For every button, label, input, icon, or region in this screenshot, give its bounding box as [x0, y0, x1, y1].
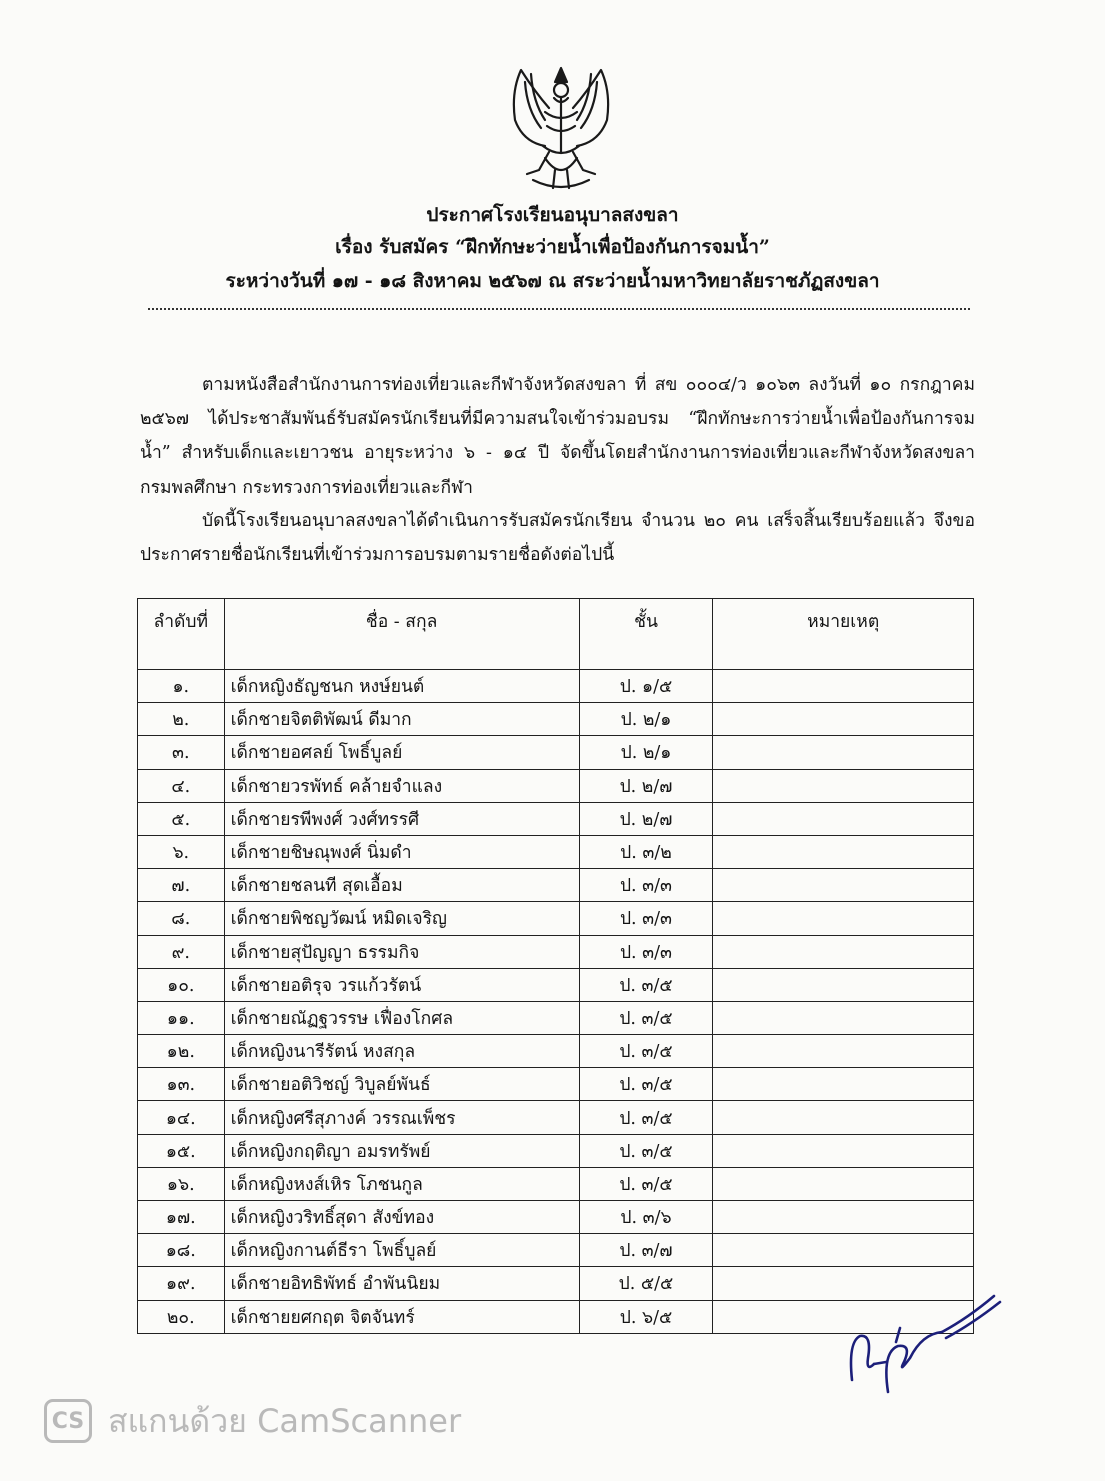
body-paragraph-2: บัดนี้โรงเรียนอนุบาลสงขลาได้ดำเนินการรับสมัครนักเรียน จำนวน ๒๐ คน เสร็จสิ้นเรียบร้อยแล้ว จึงขอประกาศรายชื่อนักเรียนที่เข้าร่วมการอบรมตามรายชื่อดังต่อไปนี้ [140, 511, 975, 566]
row-student-name: เด็กหญิงวริทธิ์สุดา สังข์ทอง [224, 1201, 579, 1234]
row-student-name: เด็กชายจิตติพัฒน์ ดีมาก [224, 703, 579, 736]
header-note: หมายเหตุ [713, 599, 974, 670]
row-number: ๒๐. [138, 1300, 225, 1333]
row-note [713, 1167, 974, 1200]
row-class: ป. ๓/๕ [579, 968, 713, 1001]
student-list-table [137, 598, 974, 1334]
row-class: ป. ๒/๗ [579, 769, 713, 802]
row-note [713, 670, 974, 703]
table-row [138, 1035, 974, 1068]
row-number: ๑๖. [138, 1167, 225, 1200]
table-row [138, 769, 974, 802]
row-note [713, 1201, 974, 1234]
table-row [138, 670, 974, 703]
row-number: ๖. [138, 835, 225, 868]
row-class: ป. ๓/๕ [579, 1167, 713, 1200]
row-student-name: เด็กชายอิทธิพัทธ์ อำพันนิยม [224, 1267, 579, 1300]
row-student-name: เด็กชายณัฏฐวรรษ เฟื่องโกศล [224, 1001, 579, 1034]
row-number: ๒. [138, 703, 225, 736]
garuda-emblem-icon [505, 62, 617, 197]
row-note [713, 1068, 974, 1101]
row-class: ป. ๓/๗ [579, 1234, 713, 1267]
row-class: ป. ๓/๒ [579, 835, 713, 868]
row-number: ๑๔. [138, 1101, 225, 1134]
row-class: ป. ๓/๕ [579, 1035, 713, 1068]
row-student-name: เด็กชายวรพัทธ์ คล้ายจำแลง [224, 769, 579, 802]
row-class: ป. ๓/๕ [579, 1001, 713, 1034]
row-class: ป. ๓/๕ [579, 1068, 713, 1101]
row-number: ๓. [138, 736, 225, 769]
announcement-dates: ระหว่างวันที่ ๑๗ - ๑๘ สิงหาคม ๒๕๖๗ ณ สระว่ายน้ำมหาวิทยาลัยราชภัฏสงขลา [225, 270, 880, 292]
row-note [713, 736, 974, 769]
table-header-row [138, 599, 974, 670]
row-number: ๑๗. [138, 1201, 225, 1234]
row-class: ป. ๒/๗ [579, 802, 713, 835]
row-note [713, 968, 974, 1001]
table-row [138, 802, 974, 835]
row-student-name: เด็กชายอติรุจ วรแก้วรัตน์ [224, 968, 579, 1001]
scanner-watermark-text: สแกนด้วย CamScanner [108, 1401, 462, 1440]
row-note [713, 1001, 974, 1034]
row-student-name: เด็กหญิงธัญชนก หงษ์ยนต์ [224, 670, 579, 703]
row-student-name: เด็กชายอติวิชญ์ วิบูลย์พันธ์ [224, 1068, 579, 1101]
table-row [138, 935, 974, 968]
row-student-name: เด็กหญิงกฤติญา อมรทรัพย์ [224, 1134, 579, 1167]
row-class: ป. ๑/๕ [579, 670, 713, 703]
table-row [138, 1167, 974, 1200]
row-class: ป. ๓/๓ [579, 869, 713, 902]
row-note [713, 1101, 974, 1134]
row-number: ๑๑. [138, 1001, 225, 1034]
table-row [138, 835, 974, 868]
row-note [713, 802, 974, 835]
row-student-name: เด็กชายรพีพงศ์ วงศ์ทรรศี [224, 802, 579, 835]
row-class: ป. ๓/๕ [579, 1134, 713, 1167]
header-no: ลำดับที่ [138, 599, 225, 670]
row-student-name: เด็กหญิงนารีรัตน์ หงสกุล [224, 1035, 579, 1068]
body-paragraph-1: ตามหนังสือสำนักงานการท่องเที่ยวและกีฬาจังหวัดสงขลา ที่ สข ๐๐๐๔/ว ๑๐๖๓ ลงวันที่ ๑๐ กรกฎาคม ๒๕๖๗ ได้ประชาสัมพันธ์รับสมัครนักเรียนที่มีความสนใจเข้าร่วมอบรม “ฝึกทักษะการว่ายน้ำเพื่อป้องกันการจมน้ำ” สำหรับเด็กและเยาวชน อายุระหว่าง ๖ - ๑๔ ปี จัดขึ้นโดยสำนักงานการท่องเที่ยวและกีฬาจังหวัดสงขลา กรมพลศึกษา กระทรวงการท่องเที่ยวและกีฬา [140, 375, 975, 498]
row-number: ๑๐. [138, 968, 225, 1001]
signature-mark [838, 1262, 1008, 1402]
header-name: ชื่อ - สกุล [224, 599, 579, 670]
row-number: ๑๕. [138, 1134, 225, 1167]
row-number: ๑. [138, 670, 225, 703]
row-class: ป. ๓/๓ [579, 935, 713, 968]
table-row [138, 1001, 974, 1034]
table-body [138, 670, 974, 1334]
row-class: ป. ๒/๑ [579, 736, 713, 769]
row-class: ป. ๒/๑ [579, 703, 713, 736]
row-class: ป. ๓/๖ [579, 1201, 713, 1234]
row-number: ๙. [138, 935, 225, 968]
row-student-name: เด็กชายสุปัญญา ธรรมกิจ [224, 935, 579, 968]
row-note [713, 835, 974, 868]
camscanner-icon: CS [44, 1399, 92, 1443]
row-number: ๗. [138, 869, 225, 902]
row-number: ๑๘. [138, 1234, 225, 1267]
table-row [138, 869, 974, 902]
row-note [713, 902, 974, 935]
row-class: ป. ๖/๕ [579, 1300, 713, 1333]
row-student-name: เด็กหญิงหงส์เหิร โภชนกูล [224, 1167, 579, 1200]
row-student-name: เด็กชายอศลย์ โพธิ์บูลย์ [224, 736, 579, 769]
header-class: ชั้น [579, 599, 713, 670]
table-row [138, 968, 974, 1001]
row-number: ๔. [138, 769, 225, 802]
dotted-divider [148, 308, 970, 310]
row-student-name: เด็กชายพิชญวัฒน์ หมิดเจริญ [224, 902, 579, 935]
row-number: ๑๙. [138, 1267, 225, 1300]
row-class: ป. ๓/๕ [579, 1101, 713, 1134]
table-row [138, 703, 974, 736]
row-note [713, 769, 974, 802]
table-row [138, 1068, 974, 1101]
row-note [713, 703, 974, 736]
row-student-name: เด็กชายชลนที สุดเอื้อม [224, 869, 579, 902]
announcement-title: ประกาศโรงเรียนอนุบาลสงขลา [426, 204, 679, 226]
table-row [138, 736, 974, 769]
table-row [138, 1134, 974, 1167]
table-row [138, 902, 974, 935]
row-class: ป. ๕/๕ [579, 1267, 713, 1300]
row-note [713, 869, 974, 902]
row-note [713, 935, 974, 968]
row-student-name: เด็กชายชิษณุพงศ์ นิ่มดำ [224, 835, 579, 868]
row-note [713, 1035, 974, 1068]
row-class: ป. ๓/๓ [579, 902, 713, 935]
scanner-watermark [44, 1399, 461, 1443]
table-row [138, 1201, 974, 1234]
row-number: ๑๓. [138, 1068, 225, 1101]
table-row [138, 1101, 974, 1134]
announcement-subject: เรื่อง รับสมัคร “ฝึกทักษะว่ายน้ำเพื่อป้องกันการจมน้ำ” [335, 236, 770, 258]
row-student-name: เด็กชายยศกฤต จิตจันทร์ [224, 1300, 579, 1333]
row-note [713, 1134, 974, 1167]
row-number: ๕. [138, 802, 225, 835]
row-number: ๘. [138, 902, 225, 935]
row-student-name: เด็กหญิงศรีสุภางค์ วรรณเพ็ชร [224, 1101, 579, 1134]
row-student-name: เด็กหญิงกานต์ธีรา โพธิ์บูลย์ [224, 1234, 579, 1267]
row-number: ๑๒. [138, 1035, 225, 1068]
